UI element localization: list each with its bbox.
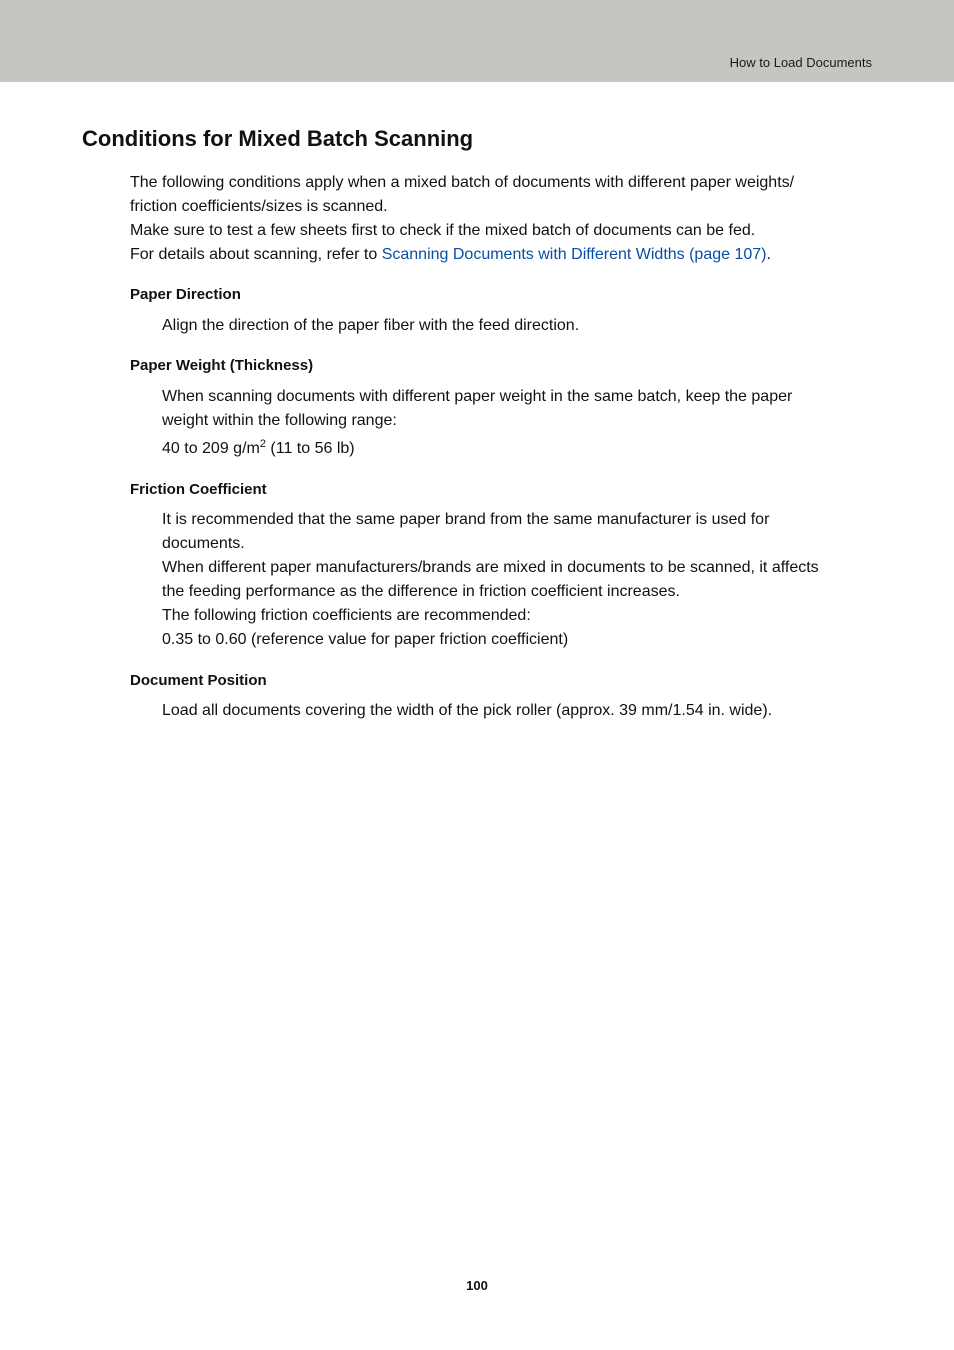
intro-line: The following conditions apply when a mixed batch of documents with different paper weights/ bbox=[130, 174, 795, 191]
section-paper-weight bbox=[130, 356, 870, 461]
section-friction-coefficient bbox=[130, 480, 870, 652]
page-header-band bbox=[0, 0, 954, 82]
section-body bbox=[162, 385, 870, 461]
weight-range-value: 40 to 209 g/m bbox=[162, 440, 260, 457]
body-text: The following friction coefficients are recommended: bbox=[162, 607, 531, 624]
body-text: 0.35 to 0.60 (reference value for paper friction coefficient) bbox=[162, 631, 569, 648]
intro-paragraph bbox=[130, 171, 870, 267]
section-paper-direction bbox=[130, 285, 870, 338]
cross-reference-link[interactable]: Scanning Documents with Different Widths (page 107) bbox=[381, 246, 767, 263]
intro-line: Make sure to test a few sheets first to check if the mixed batch of documents can be fed. bbox=[130, 222, 756, 239]
section-document-position bbox=[130, 671, 870, 723]
page-title: Conditions for Mixed Batch Scanning bbox=[82, 126, 474, 151]
running-header-title: How to Load Documents bbox=[729, 55, 872, 70]
section-heading: Paper Direction bbox=[130, 286, 241, 303]
body-text: the feeding performance as the difference in friction coefficient increases. bbox=[162, 583, 680, 600]
intro-line: friction coefficients/sizes is scanned. bbox=[130, 198, 388, 215]
weight-range-imperial: (11 to 56 lb) bbox=[265, 440, 355, 457]
intro-text: . bbox=[766, 246, 771, 263]
body-text: weight within the following range: bbox=[162, 412, 397, 429]
body-text: When different paper manufacturers/brands are mixed in documents to be scanned, it affects bbox=[162, 559, 819, 576]
body-text: It is recommended that the same paper brand from the same manufacturer is used for bbox=[162, 511, 770, 528]
body-text: When scanning documents with different paper weight in the same batch, keep the paper bbox=[162, 388, 793, 405]
body-text: Align the direction of the paper fiber with the feed direction. bbox=[162, 317, 580, 334]
body-text: documents. bbox=[162, 535, 245, 552]
section-heading: Paper Weight (Thickness) bbox=[130, 357, 314, 374]
weight-range bbox=[162, 437, 870, 461]
section-heading: Document Position bbox=[130, 672, 267, 689]
body-text: Load all documents covering the width of the pick roller (approx. 39 mm/1.54 in. wide). bbox=[162, 702, 773, 719]
section-heading: Friction Coefficient bbox=[130, 481, 267, 498]
section-body bbox=[162, 699, 870, 723]
section-body bbox=[162, 314, 870, 338]
page-number: 100 bbox=[466, 1278, 488, 1293]
intro-line bbox=[130, 243, 870, 267]
superscript: 2 bbox=[259, 438, 266, 450]
section-body bbox=[162, 508, 870, 652]
intro-text: For details about scanning, refer to bbox=[130, 246, 382, 263]
